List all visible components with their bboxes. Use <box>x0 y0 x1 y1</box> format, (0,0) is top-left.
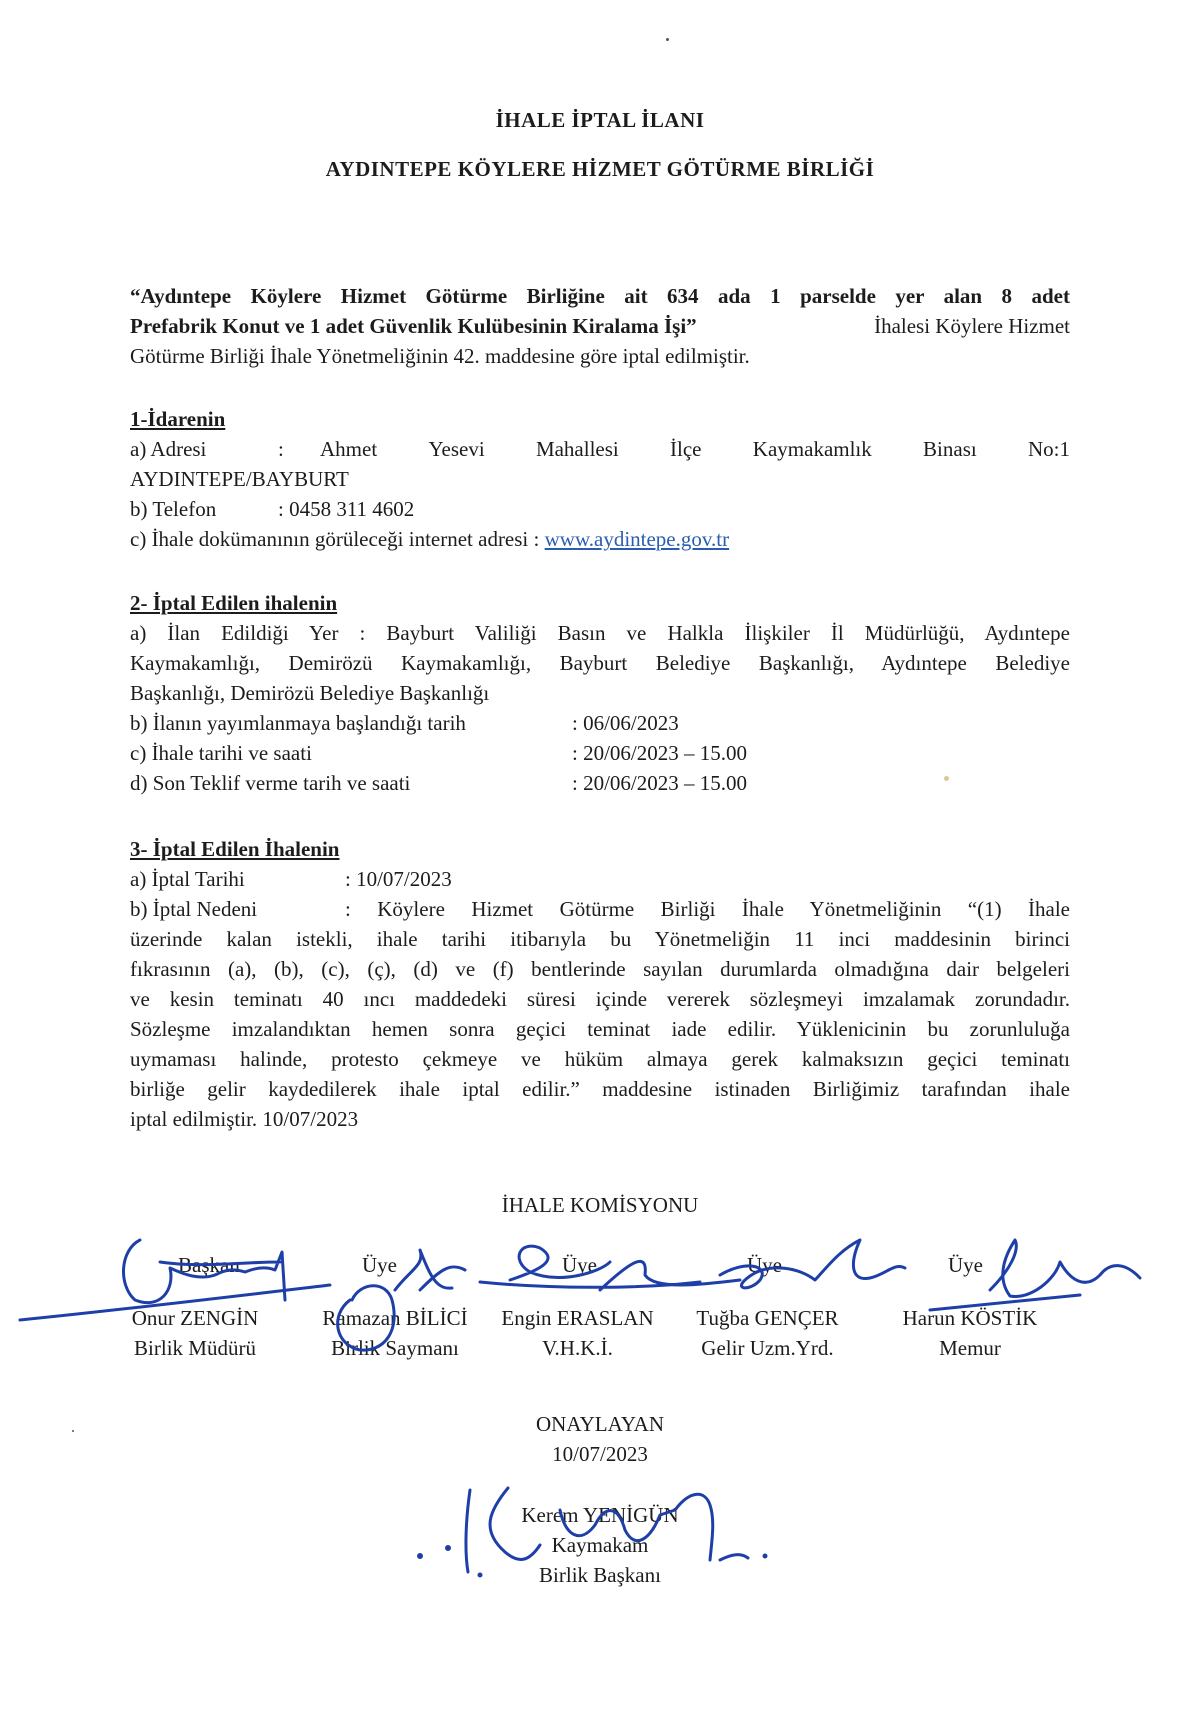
member-name: Onur ZENGİN <box>131 1306 259 1330</box>
member-name: Engin ERASLAN <box>501 1306 654 1330</box>
cancel-reason-last-line: iptal edilmiştir. 10/07/2023 <box>130 1107 359 1131</box>
member-name: Harun KÖSTİK <box>902 1306 1038 1330</box>
publish-date-label: b) İlanın yayımlanmaya başlandığı tarih <box>130 711 466 735</box>
address-word: Kaymakamlık <box>752 437 872 461</box>
web-label: c) İhale dokümanının görüleceği internet adresi : <box>130 527 540 551</box>
cancel-reason-line: uymaması halinde, protesto çekmeye ve hüküm almaya gerek kalmaksızın geçici teminatı <box>130 1047 1070 1071</box>
approval-date: 10/07/2023 <box>552 1442 648 1466</box>
section-2-heading: 2- İptal Edilen ihalenin <box>130 591 338 615</box>
approver-title: Kaymakam <box>551 1533 649 1557</box>
member-role: Üye <box>362 1253 397 1277</box>
intro-line-3: Götürme Birliği İhale Yönetmeliğinin 42. maddesine göre iptal edilmiştir. <box>130 344 750 368</box>
tender-date-label: c) İhale tarihi ve saati <box>130 741 312 765</box>
approval-label: ONAYLAYAN <box>536 1412 664 1436</box>
section-1-heading: 1-İdarenin <box>130 407 226 431</box>
address-city: AYDINTEPE/BAYBURT <box>130 467 349 491</box>
approver-name: Kerem YENİGÜN <box>521 1503 679 1527</box>
member-title: Memur <box>939 1336 1001 1360</box>
signature-icon <box>480 1246 740 1290</box>
announce-place-line-2: Kaymakamlığı, Demirözü Kaymakamlığı, Bayburt Belediye Başkanlığı, Aydıntepe Belediye <box>130 651 1070 675</box>
offer-deadline-value: : 20/06/2023 – 15.00 <box>572 771 748 795</box>
approver-role: Birlik Başkanı <box>539 1563 661 1587</box>
cancel-date-label: a) İptal Tarihi <box>130 867 245 891</box>
offer-deadline-label: d) Son Teklif verme tarih ve saati <box>130 771 411 795</box>
member-role: Üye <box>562 1253 597 1277</box>
address-word: Yesevi <box>428 437 485 461</box>
address-label: a) Adresi <box>130 437 207 461</box>
address-word: No:1 <box>1028 437 1070 461</box>
address-word: İlçe <box>670 437 702 461</box>
address-word: Mahallesi <box>535 437 619 461</box>
intro-line-2-bold: Prefabrik Konut ve 1 adet Güvenlik Kulübesinin Kiralama İşi” <box>130 314 697 338</box>
member-title: V.H.K.İ. <box>542 1336 613 1360</box>
scan-speck <box>666 38 669 41</box>
address-word: Ahmet <box>320 437 378 461</box>
phone-label: b) Telefon <box>130 497 217 521</box>
web-line <box>130 524 729 554</box>
member-role: Başkan <box>178 1253 240 1277</box>
member-title: Birlik Müdürü <box>134 1336 256 1360</box>
member-role: Üye <box>948 1253 983 1277</box>
document-title: İHALE İPTAL İLANI <box>495 108 705 132</box>
member-name: Ramazan BİLİCİ <box>322 1306 468 1330</box>
cancel-reason-line: Sözleşme imzalandıktan hemen sonra geçici teminat iade edilir. Yüklenicinin bu zorunluluğa <box>130 1017 1070 1041</box>
web-link[interactable]: www.aydintepe.gov.tr <box>544 527 730 551</box>
address-value <box>320 434 1070 464</box>
cancel-date-value: : 10/07/2023 <box>345 867 452 891</box>
scan-speck <box>944 776 949 781</box>
cancel-reason-label: b) İptal Nedeni <box>130 897 258 921</box>
intro-line-2 <box>130 311 1070 341</box>
cancel-reason-line: ve kesin teminatı 40 ıncı maddedeki süresi içinde vererek sözleşmeyi imzalamak zorundadır. <box>130 987 1070 1011</box>
member-title: Gelir Uzm.Yrd. <box>701 1336 834 1360</box>
cancel-reason-first-line: : Köylere Hizmet Götürme Birliği İhale Yönetmeliğinin “(1) İhale <box>345 897 1070 921</box>
section-3-heading: 3- İptal Edilen İhalenin <box>130 837 340 861</box>
announce-place-line-1: a) İlan Edildiği Yer : Bayburt Valiliği Basın ve Halkla İlişkiler İl Müdürlüğü, Aydıntepe <box>130 621 1070 645</box>
member-title: Birlik Saymanı <box>331 1336 459 1360</box>
address-word: Binası <box>923 437 977 461</box>
intro-line-1: “Aydıntepe Köylere Hizmet Götürme Birliğine ait 634 ada 1 parselde yer alan 8 adet <box>130 284 1070 308</box>
address-colon: : <box>278 437 284 461</box>
cancel-reason-line: fıkrasının (a), (b), (c), (ç), (d) ve (f) bentlerinde sayılan durumlarda olmadığına dair belgeleri <box>130 957 1070 981</box>
document-subtitle: AYDINTEPE KÖYLERE HİZMET GÖTÜRME BİRLİĞİ <box>325 157 875 181</box>
intro-line-2-rest: İhalesi Köylere Hizmet <box>874 314 1070 338</box>
member-role: Üye <box>747 1253 782 1277</box>
scan-speck <box>72 1430 74 1432</box>
cancel-reason-line: üzerinde kalan istekli, ihale tarihi itibarıyla bu Yönetmeliğin 11 inci maddesinin birinci <box>130 927 1070 951</box>
tender-date-value: : 20/06/2023 – 15.00 <box>572 741 748 765</box>
announce-place-line-3: Başkanlığı, Demirözü Belediye Başkanlığı <box>130 681 490 705</box>
phone-value: : 0458 311 4602 <box>278 497 415 521</box>
cancel-reason-line: birliğe gelir kaydedilerek ihale iptal edilir.” maddesine istinaden Birliğimiz tarafından ihale <box>130 1077 1070 1101</box>
publish-date-value: : 06/06/2023 <box>572 711 679 735</box>
commission-title: İHALE KOMİSYONU <box>501 1193 699 1217</box>
member-name: Tuğba GENÇER <box>696 1306 839 1330</box>
